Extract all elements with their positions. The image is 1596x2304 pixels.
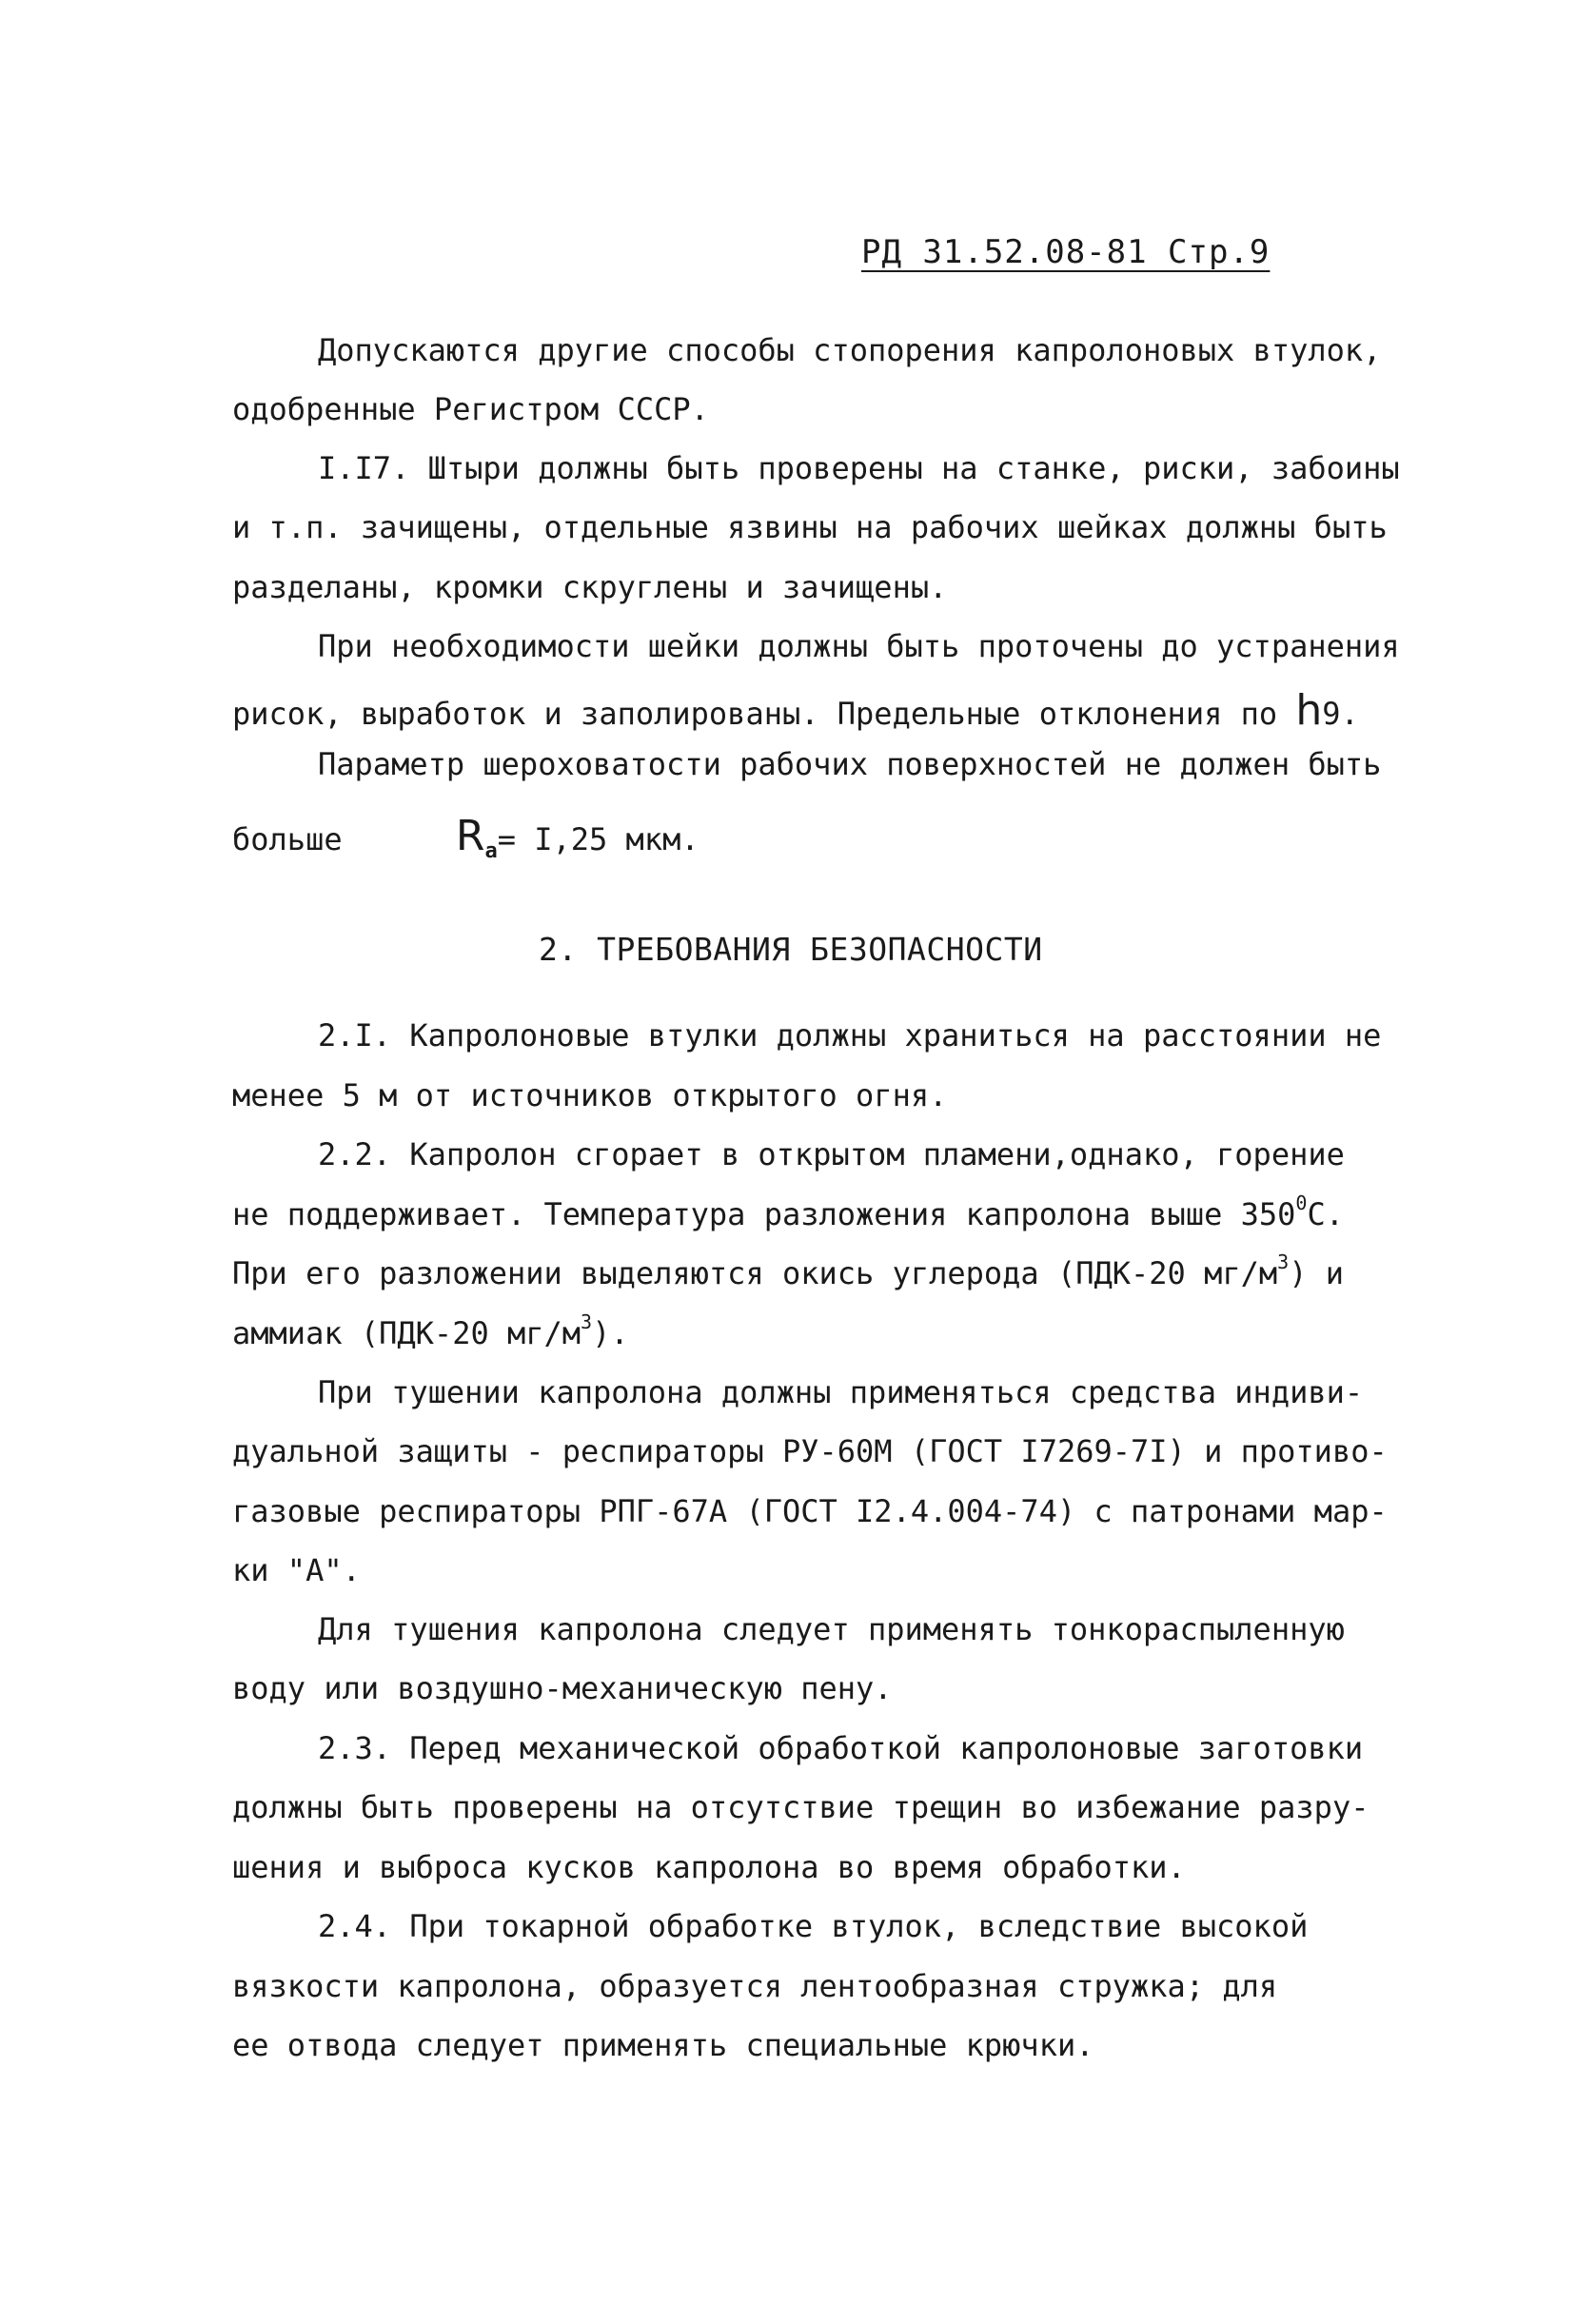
text-line: Допускаются другие способы стопорения капролоновых втулок, — [318, 332, 1382, 368]
text-fragment: ) и — [1289, 1255, 1344, 1291]
roughness-symbol: R — [455, 812, 485, 860]
text-fragment: больше — [232, 821, 343, 857]
text-line: воду или воздушно-механическую пену. — [232, 1670, 893, 1706]
text-line: ее отвода следует применять специальные крючки. — [232, 2027, 1094, 2063]
text-fragment: При его разложении выделяются окись углерода (ПДК-20 мг/м — [232, 1255, 1278, 1291]
cubic-superscript: 3 — [581, 1310, 593, 1333]
text-line: и т.п. зачищены, отдельные язвины на рабочих шейках должны быть — [232, 509, 1388, 545]
clause-1-17: I.I7. Штыри должны быть проверены на станке, риски, забоины — [318, 450, 1400, 486]
text-line: Для тушения капролона следует применять тонкораспыленную — [318, 1611, 1345, 1647]
text-line: газовые респираторы РПГ-67А (ГОСТ I2.4.004-74) с патронами мар- — [232, 1493, 1388, 1529]
text-line: дуальной защиты - респираторы РУ-60М (ГОСТ I7269-7I) и противо- — [232, 1433, 1388, 1469]
text-fragment: аммиак (ПДК-20 мг/м — [232, 1315, 581, 1351]
text-line: должны быть проверены на отсутствие трещин во избежание разру- — [232, 1789, 1369, 1825]
text-line: разделаны, кромки скруглены и зачищены. — [232, 569, 948, 605]
tolerance-symbol: h — [1295, 686, 1323, 735]
section-heading: 2. ТРЕБОВАНИЯ БЕЗОПАСНОСТИ — [539, 931, 1043, 968]
clause-2-1: 2.I. Капролоновые втулки должны храниться на расстоянии не — [318, 1017, 1382, 1054]
roughness-subscript: a — [484, 839, 498, 863]
text-line — [232, 1310, 629, 1351]
degree-superscript: 0 — [1295, 1191, 1308, 1214]
text-fragment: рисок, выработок и заполированы. Предельные отклонения по — [232, 696, 1278, 732]
text-fragment: ). — [592, 1315, 629, 1351]
text-line: вязкости капролона, образуется лентообразная стружка; для — [232, 1968, 1278, 2004]
document-reference: РД 31.52.08-81 Стр.9 — [861, 233, 1271, 271]
cubic-superscript: 3 — [1277, 1250, 1290, 1273]
roughness-value: = I,25 мкм. — [497, 821, 699, 857]
text-fragment: не поддерживает. Температура разложения капролона выше 350 — [232, 1196, 1296, 1232]
text-line: При необходимости шейки должны быть проточены до устранения — [318, 628, 1400, 664]
text-line: Параметр шероховатости рабочих поверхностей не должен быть — [318, 746, 1382, 782]
text-line: При тушении капролона должны применяться средства индиви- — [318, 1374, 1364, 1410]
clause-2-3: 2.3. Перед механической обработкой капролоновые заготовки — [318, 1730, 1364, 1766]
text-line: менее 5 м от источников открытого огня. — [232, 1077, 948, 1113]
temperature-line — [232, 1191, 1344, 1232]
text-fragment: С. — [1307, 1196, 1344, 1232]
text-line: одобренные Регистром СССР. — [232, 391, 709, 427]
text-line — [232, 1250, 1344, 1291]
clause-2-2: 2.2. Капролон сгорает в открытом пламени,однако, горение — [318, 1136, 1345, 1172]
tolerance-line — [232, 686, 1359, 735]
clause-2-4: 2.4. При токарной обработке втулок, вследствие высокой — [318, 1908, 1309, 1944]
roughness-line — [232, 812, 699, 863]
tolerance-grade: 9. — [1322, 696, 1359, 732]
text-line: ки "А". — [232, 1552, 361, 1588]
text-line: шения и выброса кусков капролона во время обработки. — [232, 1849, 1186, 1885]
